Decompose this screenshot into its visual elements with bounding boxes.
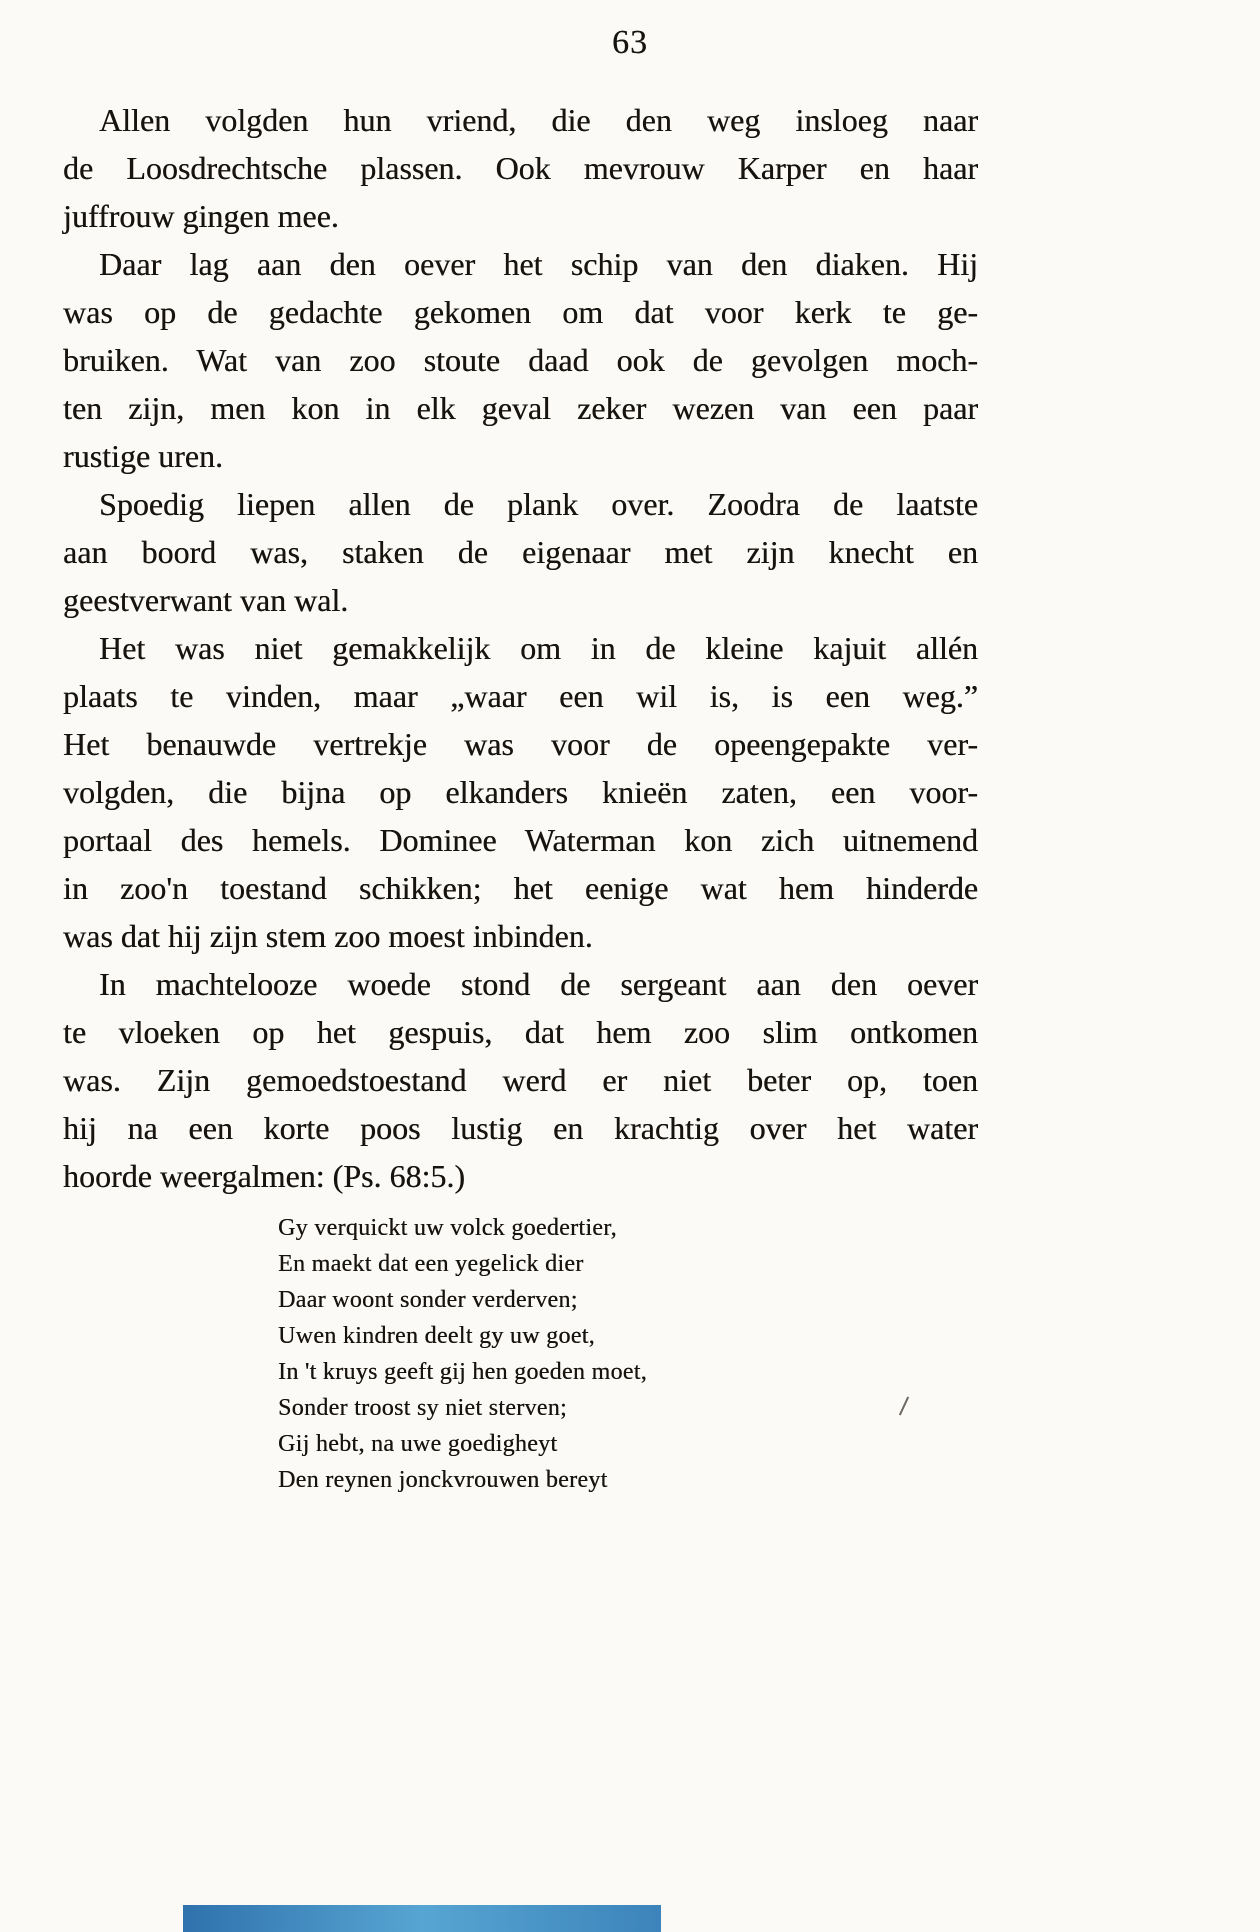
paragraph-2 [63,240,978,480]
poem-line: Gij hebt, na uwe goedigheyt [278,1431,558,1457]
paragraph-1 [63,96,978,240]
poem-line: Den reynen jonckvrouwen bereyt [278,1467,608,1493]
text-line: portaal des hemels. Dominee Waterman kon zich uitnemend [63,822,978,858]
page-number: 63 [612,24,648,61]
poem-line: Gy verquickt uw volck goedertier, [278,1215,617,1241]
text-line: in zoo'n toestand schikken; het eenige wat hem hinderde [63,870,978,906]
text-line: Het benauwde vertrekje was voor de opeengepakte ver- [63,726,978,762]
text-line: hij na een korte poos lustig en krachtig over het water [63,1110,978,1146]
psalm-verse [278,1210,647,1498]
poem-line: En maekt dat een yegelick dier [278,1251,584,1277]
paragraph-5 [63,960,978,1200]
text-line: plaats te vinden, maar „waar een wil is, is een weg.” [63,678,978,714]
text-line: Spoedig liepen allen de plank over. Zoodra de laatste [99,486,978,522]
poem-line: Daar woont sonder verderven; [278,1287,578,1313]
poem-line: Sonder troost sy niet sterven; [278,1395,567,1421]
text-line: In machtelooze woede stond de sergeant aan den oever [99,966,978,1002]
text-line: Daar lag aan den oever het schip van den diaken. Hij [99,246,978,282]
poem-line: Uwen kindren deelt gy uw goet, [278,1323,595,1349]
paragraph-3 [63,480,978,624]
text-line: bruiken. Wat van zoo stoute daad ook de gevolgen moch- [63,342,978,378]
text-line: was op de gedachte gekomen om dat voor kerk te ge- [63,294,978,330]
text-line: juffrouw gingen mee. [63,198,339,234]
text-line: rustige uren. [63,438,223,474]
text-line: Het was niet gemakkelijk om in de kleine kajuit allén [99,630,978,666]
text-line: aan boord was, staken de eigenaar met zijn knecht en [63,534,978,570]
text-line: was. Zijn gemoedstoestand werd er niet beter op, toen [63,1062,978,1098]
text-line: ten zijn, men kon in elk geval zeker wezen van een paar [63,390,978,426]
text-line: de Loosdrechtsche plassen. Ook mevrouw Karper en haar [63,150,978,186]
stray-pencil-mark [899,1397,909,1416]
body-text [63,96,978,1200]
poem-line: In 't kruys geeft gij hen goeden moet, [278,1359,647,1385]
text-line: hoorde weergalmen: (Ps. 68:5.) [63,1158,465,1194]
text-line: Allen volgden hun vriend, die den weg insloeg naar [99,102,978,138]
text-line: volgden, die bijna op elkanders knieën zaten, een voor- [63,774,978,810]
paragraph-4 [63,624,978,960]
text-line: was dat hij zijn stem zoo moest inbinden. [63,918,593,954]
scan-artifact-bar [183,1905,661,1932]
text-line: geestverwant van wal. [63,582,349,618]
text-line: te vloeken op het gespuis, dat hem zoo slim ontkomen [63,1014,978,1050]
